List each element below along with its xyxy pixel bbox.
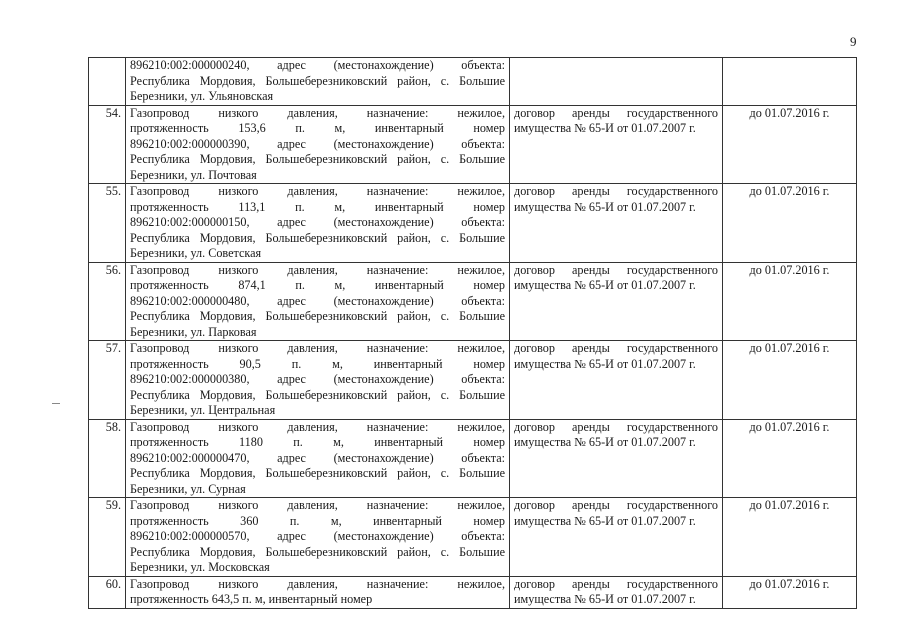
row-number: 57. (89, 341, 126, 420)
row-number: 56. (89, 262, 126, 341)
basis-line: имущества № 65-И от 01.07.2007 г. (514, 513, 696, 528)
description-line: 896210:002:000000570, адрес (местонахождение) объекта: (130, 529, 505, 543)
object-description (126, 498, 510, 577)
description-line: протяженность 643,5 п. м, инвентарный номер (130, 592, 373, 606)
description-line: 896210:002:000000240, адрес (местонахождение) объекта: (130, 58, 505, 72)
property-registry-table (88, 57, 857, 609)
lease-basis (510, 58, 723, 106)
table-row (89, 576, 857, 608)
description-line: Газопровод низкого давления, назначение: нежилое, (130, 262, 505, 277)
lease-term: до 01.07.2016 г. (723, 498, 857, 577)
lease-basis (510, 498, 723, 577)
description-line: Газопровод низкого давления, назначение: нежилое, (130, 341, 505, 355)
description-line: Березники, ул. Центральная (130, 403, 276, 417)
lease-basis (510, 105, 723, 184)
description-line: Газопровод низкого давления, назначение: нежилое, (130, 184, 505, 198)
object-description (126, 262, 510, 341)
table-row (89, 262, 857, 341)
description-line: Газопровод низкого давления, назначение: нежилое, (130, 105, 505, 120)
description-line: Березники, ул. Ульяновская (130, 89, 274, 103)
row-number: 58. (89, 419, 126, 498)
description-line: протяженность 113,1 п. м, инвентарный номер (130, 199, 505, 214)
description-line: Березники, ул. Советская (130, 246, 262, 260)
description-line: протяженность 153,6 п. м, инвентарный номер (130, 121, 505, 135)
description-line: Березники, ул. Московская (130, 560, 270, 574)
object-description (126, 419, 510, 498)
table-row (89, 419, 857, 498)
description-line: 896210:002:000000470, адрес (местонахождение) объекта: (130, 450, 505, 465)
object-description (126, 105, 510, 184)
lease-basis (510, 576, 723, 608)
description-line: Республика Мордовия, Большеберезниковский район, с. Большие (130, 466, 505, 480)
basis-line: договор аренды государственного (514, 419, 718, 434)
page-number: 9 (850, 34, 857, 49)
lease-term: до 01.07.2016 г. (723, 576, 857, 608)
description-line: Республика Мордовия, Большеберезниковский район, с. Большие (130, 73, 505, 88)
description-line: Газопровод низкого давления, назначение: нежилое, (130, 576, 505, 591)
lease-term: до 01.07.2016 г. (723, 184, 857, 263)
basis-line: договор аренды государственного (514, 105, 718, 120)
lease-term: до 01.07.2016 г. (723, 419, 857, 498)
lease-term: до 01.07.2016 г. (723, 262, 857, 341)
lease-basis (510, 184, 723, 263)
lease-basis (510, 419, 723, 498)
basis-line: договор аренды государственного (514, 576, 718, 591)
lease-term: до 01.07.2016 г. (723, 341, 857, 420)
registry-body (89, 58, 857, 609)
object-description (126, 341, 510, 420)
description-line: протяженность 874,1 п. м, инвентарный номер (130, 278, 505, 292)
lease-term: до 01.07.2016 г. (723, 105, 857, 184)
description-line: протяженность 360 п. м, инвентарный номер (130, 513, 505, 528)
table-row (89, 58, 857, 106)
object-description (126, 184, 510, 263)
row-number: 59. (89, 498, 126, 577)
object-description (126, 576, 510, 608)
description-line: протяженность 90,5 п. м, инвентарный номер (130, 356, 505, 371)
description-line: 896210:002:000000380, адрес (местонахождение) объекта: (130, 372, 505, 386)
basis-line: имущества № 65-И от 01.07.2007 г. (514, 592, 696, 606)
table-row (89, 184, 857, 263)
basis-line: имущества № 65-И от 01.07.2007 г. (514, 121, 696, 135)
basis-line: договор аренды государственного (514, 341, 718, 355)
row-number: 60. (89, 576, 126, 608)
object-description (126, 58, 510, 106)
basis-line: имущества № 65-И от 01.07.2007 г. (514, 199, 696, 214)
description-line: Республика Мордовия, Большеберезниковский район, с. Большие (130, 387, 505, 402)
description-line: 896210:002:000000150, адрес (местонахождение) объекта: (130, 215, 505, 229)
basis-line: договор аренды государственного (514, 262, 718, 277)
description-line: Республика Мордовия, Большеберезниковский район, с. Большие (130, 152, 505, 166)
description-line: Березники, ул. Сурная (130, 481, 246, 496)
description-line: Республика Мордовия, Большеберезниковский район, с. Большие (130, 230, 505, 245)
table-row (89, 341, 857, 420)
row-number: 55. (89, 184, 126, 263)
basis-line: договор аренды государственного (514, 184, 718, 198)
lease-basis (510, 262, 723, 341)
lease-basis (510, 341, 723, 420)
description-line: 896210:002:000000480, адрес (местонахождение) объекта: (130, 293, 505, 308)
row-number: 54. (89, 105, 126, 184)
description-line: Газопровод низкого давления, назначение: нежилое, (130, 498, 505, 512)
row-number (89, 58, 126, 106)
description-line: Республика Мордовия, Большеберезниковский район, с. Большие (130, 309, 505, 323)
table-row (89, 105, 857, 184)
lease-term (723, 58, 857, 106)
table-row (89, 498, 857, 577)
description-line: протяженность 1180 п. м, инвентарный номер (130, 435, 505, 449)
description-line: Республика Мордовия, Большеберезниковский район, с. Большие (130, 544, 505, 559)
basis-line: договор аренды государственного (514, 498, 718, 512)
basis-line: имущества № 65-И от 01.07.2007 г. (514, 278, 696, 292)
basis-line: имущества № 65-И от 01.07.2007 г. (514, 435, 696, 449)
description-line: Березники, ул. Парковая (130, 324, 257, 339)
description-line: Березники, ул. Почтовая (130, 167, 257, 182)
basis-line: имущества № 65-И от 01.07.2007 г. (514, 356, 696, 371)
margin-mark (52, 403, 60, 404)
description-line: Газопровод низкого давления, назначение: нежилое, (130, 419, 505, 434)
description-line: 896210:002:000000390, адрес (местонахождение) объекта: (130, 136, 505, 151)
